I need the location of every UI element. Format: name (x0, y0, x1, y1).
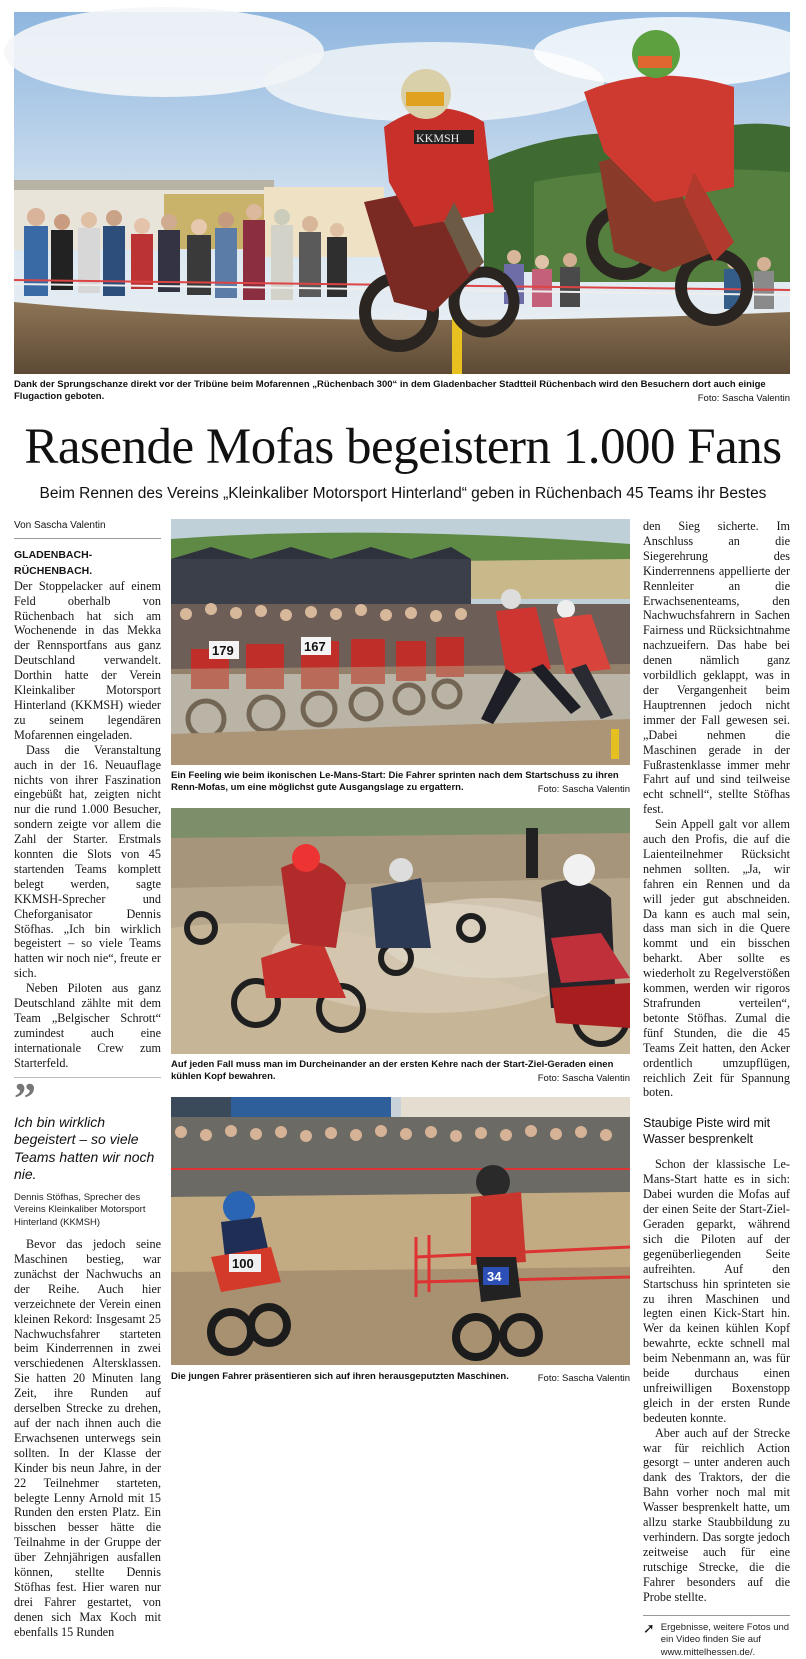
start-caption (171, 770, 630, 796)
hero-caption (14, 379, 790, 405)
col3-paragraph-1: den Sieg sicherte. Im Anschluss an die Siegerehrung des Kinderrennens appellierte der Rennleiter an die Erwachsenenteams, den Nachwuchsfahrern in Sachen Fairness und Rücksichtnahme nachzueifern. Das habe bei denen nämlich ganz vorbildlich geklappt, was in der Vergangenheit beim Hauptrennen jedoch nicht immer der Fall gewesen sei. „Dabei nehmen die Maschinen gerade in der Fußrastenklasse immer mehr Fahrt auf und sind teilweise echt schnell“, stellte Stöfhas fest. (643, 519, 790, 817)
plate-167: 167 (304, 639, 326, 654)
col1-paragraph-3: Neben Piloten aus ganz Deutschland zählte mit dem Team „Belgischer Schrott“ zumindest auch eine internationale Crew zum Starterfeld. (14, 981, 161, 1070)
kids-caption (171, 1371, 630, 1385)
hero-photo (14, 12, 790, 374)
crosshead: Staubige Piste wird mit Wasser besprenkelt (643, 1116, 771, 1146)
dateline: GLADENBACH-RÜCHENBACH. (14, 548, 93, 577)
col1-paragraph-1: Der Stoppelacker auf einem Feld oberhalb von Rüchenbach hat sich am Wochenende in das Mekka der Rennsportfans aus ganz Deutschland verwandelt. Dorthin hatte der Verein Kleinkaliber Motorsport Hinterland (KKMSH) wieder zu seinem legendären Mofarennen eingeladen. (14, 578, 161, 742)
plate-179: 179 (212, 643, 234, 658)
curve-caption (171, 1059, 630, 1085)
plate-34: 34 (487, 1269, 502, 1284)
curve-photo (171, 808, 630, 1054)
hero-caption-text: Dank der Sprungschanze direkt vor der Tribüne beim Mofarennen „Rüchenbach 300“ in dem Gladenbacher Stadtteil Rüchenbach wird den Besuchern dort auch einige Flugaction geboten. (14, 379, 766, 402)
article-column-1 (14, 519, 161, 1639)
pull-quote (14, 1073, 161, 1230)
byline-rule (14, 538, 161, 539)
col3-paragraph-4: Aber auch auf der Strecke war für reichlich Action gesorgt – unter anderen auch dank des Traktors, der die Bahn vorher noch mal mit Wasser besprenkelt hatte, um allzu starke Staubbildung zu verhindern. Das sorgte jedoch zeitweise auch für eine rutschige Strecke, die die Fahrer besonders auf die Probe stellte. (643, 1425, 790, 1604)
pull-quote-text: Ich bin wirklich begeistert – so viele Teams hatten wir noch nie. (14, 1113, 155, 1183)
kids-photo (171, 1097, 630, 1365)
kids-caption-text: Die jungen Fahrer präsentieren sich auf ihren herausgeputzten Maschinen. (171, 1371, 509, 1382)
col3-paragraph-2: Sein Appell galt vor allem auch den Profis, die auf die Laienteilnehmer Rücksicht nehmen sollten. „Ja, wir fahren ein Rennen und da will jeder gut abschneiden. Da kann es auch mal sein, dass man sich in die Quere kommt und ein bisschen beharkt. Aber sollte es wiederholt zu Regelverstößen kommen, werden wir rigoros Strafrunden verteilen“, betonte Stöfhas. Zumal die fünf Stunden, die die 45 Teams Zeit hatten, den Acker ordentlich umzupflügen, reichlich Zeit für Spannung boten. (643, 817, 790, 1100)
hero-photo-credit: Foto: Sascha Valentin (697, 393, 790, 404)
start-photo (171, 519, 630, 765)
info-box-text[interactable]: Ergebnisse, weitere Fotos und ein Video finden Sie auf www.mittelhessen.de/. (660, 1621, 790, 1658)
arrow-icon: ➚ (643, 1620, 655, 1637)
curve-photo-credit: Foto: Sascha Valentin (537, 1073, 630, 1084)
byline: Von Sascha Valentin (14, 520, 106, 531)
article-column-3 (643, 519, 790, 1658)
jersey-text: KKMSH (416, 131, 460, 145)
headline: Rasende Mofas begeistern 1.000 Fans (24, 419, 782, 475)
kids-photo-credit: Foto: Sascha Valentin (537, 1373, 630, 1384)
curve-caption-text: Auf jeden Fall muss man im Durcheinander an der ersten Kehre nach der Start-Ziel-Geraden einen kühlen Kopf bewahren. (171, 1059, 614, 1082)
info-box (643, 1615, 790, 1659)
plate-100: 100 (232, 1256, 254, 1271)
col1-paragraph-4: Bevor das jedoch seine Maschinen bestieg, war zunächst der Nachwuchs an der Reihe. Auch hier verzeichnete der Verein einen kleinen Rekord: Insgesamt 25 Nachwuchsfahrer starteten beim Kinderrennen in zwei verschiedenen Altersklassen. Sie hatten 20 Minuten lang Zeit, ihre Runden auf derselben Strecke zu drehen, auf der nach ihnen auch die Erwachsenen unterwegs sein sollten. In der Klasse der Kinder bis neun Jahre, in der 22 Teilnehmer starteten, belegte Lenny Arnold mit 15 Runden den ersten Platz. Ein bisschen besser hätte die Teilnahme in der Gruppe der über Zehnjährigen ausfallen können, stellte Dennis Stöfhas fest. Hier waren nur drei Fahrer gestartet, von denen sich Max Koch mit ebenfalls 15 Runden (14, 1237, 161, 1639)
start-photo-credit: Foto: Sascha Valentin (537, 784, 630, 795)
quote-mark-icon: ” (14, 1073, 36, 1123)
col1-paragraph-2: Dass die Veranstaltung auch in der 16. Neuauflage nichts von ihrer Faszination eingebüßt hat, zeigten nicht nur die rund 1.000 Besucher, sondern zeigte vor allem die Zahl der Starter. Erstmals konnten die Slots von 45 startenden Teams komplett belegt werden, sagte KKMSH-Sprecher und Cheforganisator Dennis Stöfhas. „Ich bin wirklich begeistert – so viele Teams hatten wir noch nie“, freute er sich. (14, 742, 161, 981)
pull-quote-source: Dennis Stöfhas, Sprecher des Vereins Kleinkaliber Motorsport Hinterland (KKMSH) (14, 1191, 146, 1228)
subheadline: Beim Rennen des Vereins „Kleinkaliber Motorsport Hinterland“ geben in Rüchenbach 45 Teams ihr Bestes (39, 485, 767, 502)
start-caption-text: Ein Feeling wie beim ikonischen Le-Mans-Start: Die Fahrer sprinten nach dem Startschuss zu ihren Renn-Mofas, um eine möglichst gute Ausgangslage zu ergattern. (171, 770, 619, 793)
col3-paragraph-3: Schon der klassische Le-Mans-Start hatte es in sich: Dabei wurden die Mofas auf der einen Seite der Start-Ziel-Geraden geparkt, während sich die Piloten auf der gegenüberliegenden Seite aufreihten. Auf den Startschuss hin sprinteten sie zu ihren Maschinen und legten einen Kick-Start hin. Wer da keinen kühlen Kopf bewahrte, eckte schnell mal beim Nebenmann an, was für beide durchaus einen unfreiwilligen Boxenstopp gleich in der ersten Runde bedeuten konnte. (643, 1157, 790, 1425)
